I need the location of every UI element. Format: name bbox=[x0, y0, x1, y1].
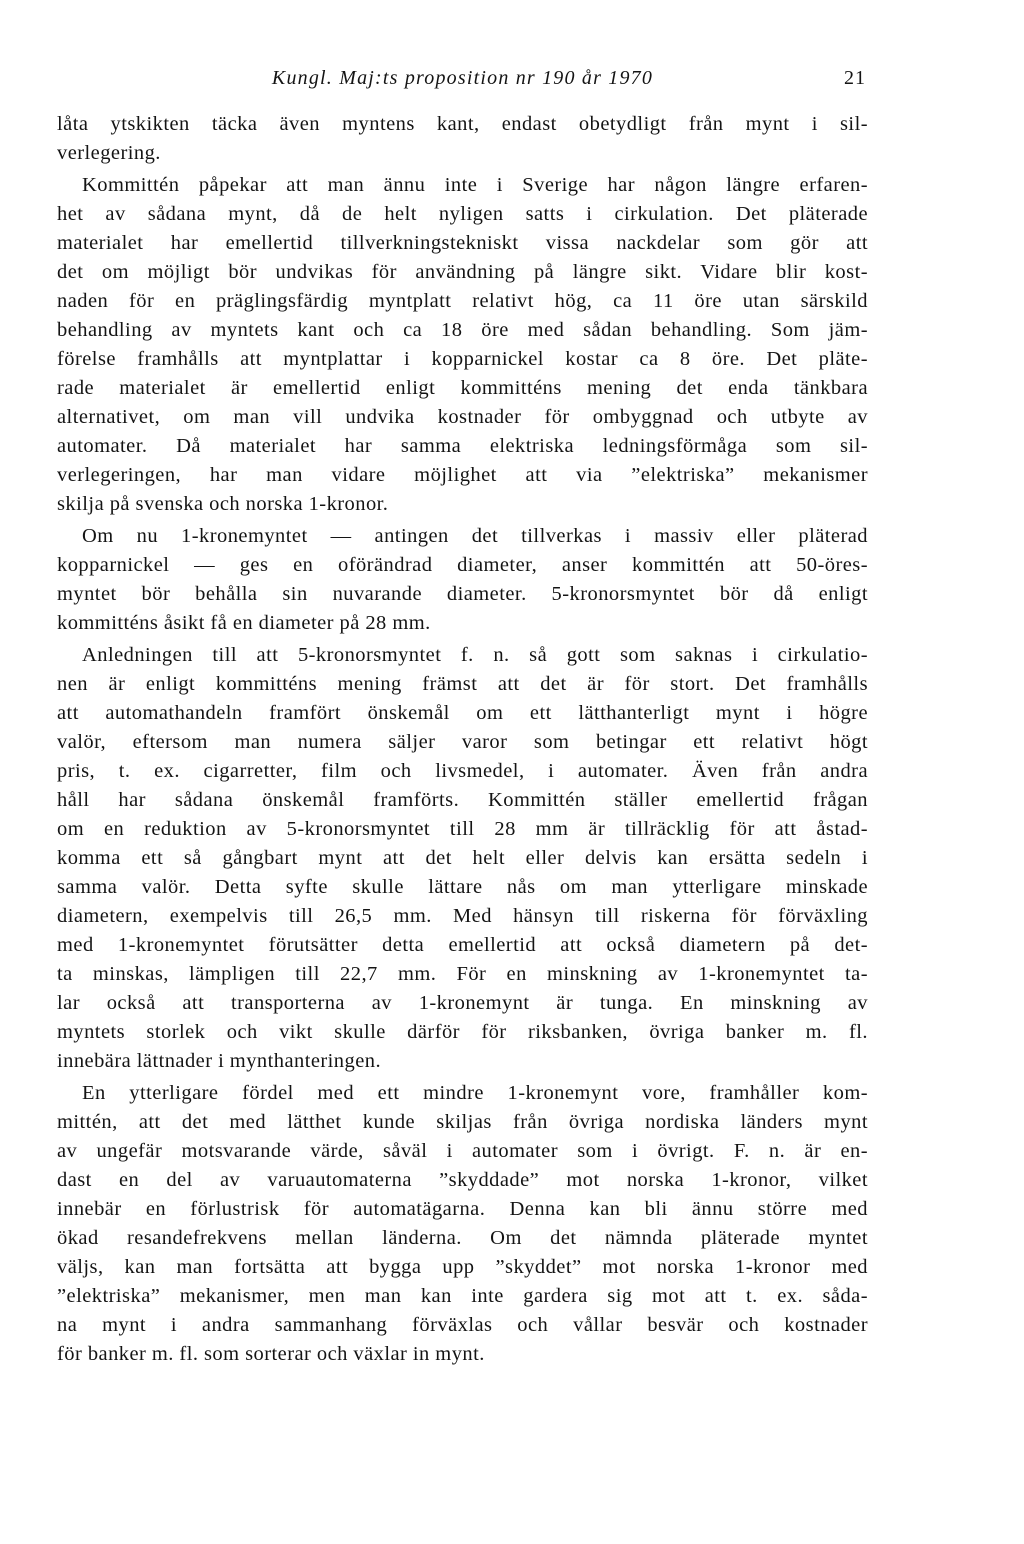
text-line: verlegering. bbox=[57, 142, 161, 164]
text-line: ta minskas, lämpligen till 22,7 mm. För en minskning av 1-kronemyntet ta- bbox=[57, 963, 868, 985]
text-line: diametern, exempelvis till 26,5 mm. Med hänsyn till riskerna för förväxling bbox=[57, 905, 868, 927]
paragraph bbox=[57, 110, 868, 168]
text-line: het av sådana mynt, då de helt nyligen satts i cirkulation. Det pläterade bbox=[57, 203, 868, 225]
text-line: ökad resandefrekvens mellan länderna. Om det nämnda pläterade myntet bbox=[57, 1227, 868, 1249]
paragraph bbox=[57, 641, 868, 1076]
text-line: låta ytskikten täcka även myntens kant, endast obetydligt från mynt i sil- bbox=[57, 113, 868, 135]
text-line: Anledningen till att 5-kronorsmyntet f. n. så gott som saknas i cirkulatio- bbox=[82, 644, 868, 666]
text-line: na mynt i andra sammanhang förväxlas och vållar besvär och kostnader bbox=[57, 1314, 868, 1336]
text-line: alternativet, om man vill undvika kostnader för ombyggnad och utbyte av bbox=[57, 406, 868, 428]
text-line: valör, eftersom man numera säljer varor som betingar ett relativt högt bbox=[57, 731, 868, 753]
running-header bbox=[57, 64, 868, 92]
text-line: innebära lättnader i mynthanteringen. bbox=[57, 1050, 382, 1072]
text-line: Om nu 1-kronemyntet — antingen det tillverkas i massiv eller pläterad bbox=[82, 525, 868, 547]
paragraph bbox=[57, 171, 868, 519]
paragraph bbox=[57, 522, 868, 638]
running-title: Kungl. Maj:ts proposition nr 190 år 1970 bbox=[271, 67, 654, 89]
text-line: skilja på svenska och norska 1-kronor. bbox=[57, 493, 389, 515]
text-line: myntets storlek och vikt skulle därför för riksbanken, övriga banker m. fl. bbox=[57, 1021, 868, 1043]
text-line: automater. Då materialet har samma elektriska ledningsförmåga som sil- bbox=[57, 435, 868, 457]
text-line: rade materialet är emellertid enligt kommitténs mening det enda tänkbara bbox=[57, 377, 868, 399]
paragraph bbox=[57, 1079, 868, 1369]
text-line: samma valör. Detta syfte skulle lättare nås om man ytterligare minskade bbox=[57, 876, 868, 898]
text-line: för banker m. fl. som sorterar och växlar in mynt. bbox=[57, 1343, 485, 1365]
text-line: nen är enligt kommitténs mening främst att det är för stort. Det framhålls bbox=[57, 673, 868, 695]
text-line: håll har sådana önskemål framförts. Kommittén ställer emellertid frågan bbox=[57, 789, 868, 811]
text-line: myntet bör behålla sin nuvarande diameter. 5-kronorsmyntet bör då enligt bbox=[57, 583, 868, 605]
text-line: behandling av myntets kant och ca 18 öre med sådan behandling. Som jäm- bbox=[57, 319, 868, 341]
text-line: kopparnickel — ges en oförändrad diameter, anser kommittén att 50-öres- bbox=[57, 554, 868, 576]
text-line: kommitténs åsikt få en diameter på 28 mm. bbox=[57, 612, 431, 634]
body-text bbox=[57, 110, 868, 1369]
text-line: om en reduktion av 5-kronorsmyntet till 28 mm är tillräcklig för att åstad- bbox=[57, 818, 868, 840]
text-line: komma ett så gångbart mynt att det helt eller delvis kan ersätta sedeln i bbox=[57, 847, 868, 869]
text-line: En ytterligare fördel med ett mindre 1-kronemynt vore, framhåller kom- bbox=[82, 1082, 868, 1104]
text-line: det om möjligt bör undvikas för användning på längre sikt. Vidare blir kost- bbox=[57, 261, 868, 283]
text-line: att automathandeln framfört önskemål om ett lätthanterligt mynt i högre bbox=[57, 702, 868, 724]
text-line: materialet har emellertid tillverkningstekniskt vissa nackdelar som gör att bbox=[57, 232, 868, 254]
text-line: med 1-kronemyntet förutsätter detta emellertid att också diametern på det- bbox=[57, 934, 868, 956]
text-line: mittén, att det med lätthet kunde skiljas från övriga nordiska länders mynt bbox=[57, 1111, 868, 1133]
text-line: naden för en präglingsfärdig myntplatt relativt hög, ca 11 öre utan särskild bbox=[57, 290, 868, 312]
text-line: Kommittén påpekar att man ännu inte i Sverige har någon längre erfaren- bbox=[82, 174, 868, 196]
text-line: pris, t. ex. cigarretter, film och livsmedel, i automater. Även från andra bbox=[57, 760, 868, 782]
text-line: väljs, kan man fortsätta att bygga upp ”skyddet” mot norska 1-kronor med bbox=[57, 1256, 868, 1278]
page-number: 21 bbox=[844, 67, 866, 89]
text-line: innebär en förlustrisk för automatägarna. Denna kan bli ännu större med bbox=[57, 1198, 868, 1220]
text-line: av ungefär motsvarande värde, såväl i automater som i övrigt. F. n. är en- bbox=[57, 1140, 868, 1162]
text-line: dast en del av varuautomaterna ”skyddade” mot norska 1-kronor, vilket bbox=[57, 1169, 868, 1191]
text-line: ”elektriska” mekanismer, men man kan inte gardera sig mot att t. ex. såda- bbox=[57, 1285, 868, 1307]
text-line: förelse framhålls att myntplattar i kopparnickel kostar ca 8 öre. Det pläte- bbox=[57, 348, 868, 370]
text-line: verlegeringen, har man vidare möjlighet att via ”elektriska” mekanismer bbox=[57, 464, 868, 486]
text-line: lar också att transporterna av 1-kronemynt är tunga. En minskning av bbox=[57, 992, 868, 1014]
